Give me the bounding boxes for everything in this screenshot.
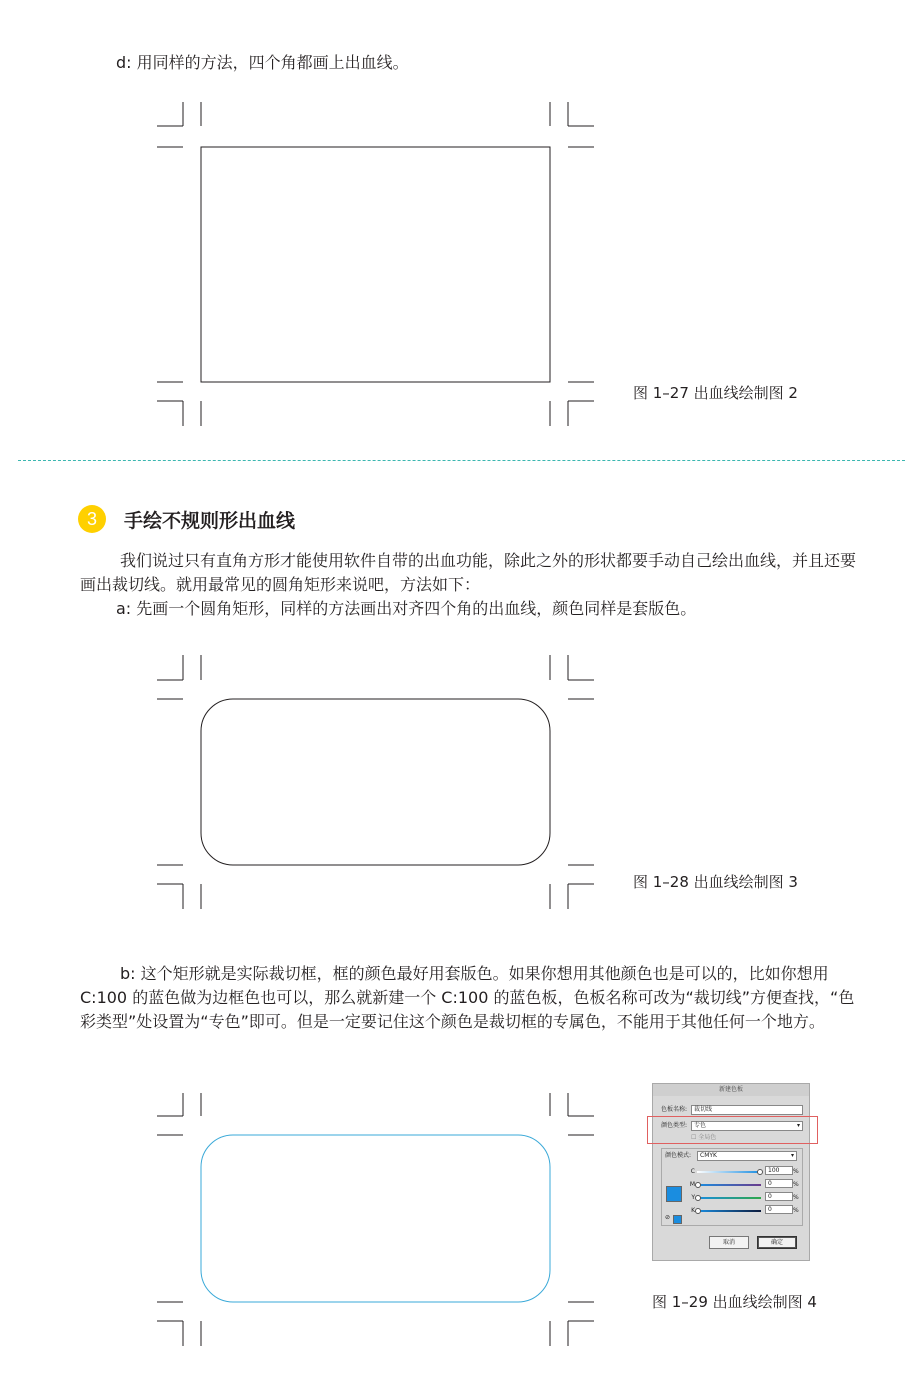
global-checkbox[interactable]: ☐ 全局色 [691, 1134, 717, 1141]
channel-y-knob[interactable] [695, 1195, 701, 1201]
percent-sign: % [793, 1194, 799, 1201]
figure-caption: 图 1–28 出血线绘制图 3 [633, 873, 798, 891]
cancel-button[interactable]: 取消 [709, 1236, 749, 1249]
figure-caption: 图 1–27 出血线绘制图 2 [633, 384, 798, 402]
channel-m-label: M [689, 1181, 695, 1188]
paragraph: b: 这个矩形就是实际裁切框，框的颜色最好用套版色。如果你想用其他颜色也是可以的，比如你想用 C:100 的蓝色做为边框色也可以，那么就新建一个 C:100 的蓝色板，色板名称可改为“裁切线”方便查找，“色彩类型”处设置为“专色”即可。但是一定要记住这个颜色是裁切框的专属色，不能用于其他任何一个地方。 [80, 964, 855, 1031]
channel-c-label: C [690, 1168, 695, 1175]
intro-line: d: 用同样的方法，四个角都画上出血线。 [116, 53, 409, 72]
percent-sign: % [793, 1168, 799, 1175]
channel-k-knob[interactable] [695, 1208, 701, 1214]
swatch-name-label: 色板名称: [661, 1106, 688, 1113]
channel-m-value[interactable]: 0 [765, 1179, 793, 1188]
ok-button[interactable]: 确定 [757, 1236, 797, 1249]
paragraph: 我们说过只有直角方形才能使用软件自带的出血功能，除此之外的形状都要手动自己绘出血线，并且还要画出裁切线。就用最常见的圆角矩形来说吧，方法如下： [80, 551, 857, 594]
gamut-warning-icon: ⊘ [665, 1214, 671, 1221]
color-type-highlight [647, 1116, 818, 1144]
new-swatch-dialog [652, 1083, 810, 1261]
dialog-title: 新建色板 [653, 1084, 809, 1096]
channel-k-value[interactable]: 0 [765, 1205, 793, 1214]
channel-y-slider[interactable] [697, 1197, 761, 1199]
color-type-label: 颜色类型: [661, 1122, 688, 1129]
section-number-badge: 3 [78, 505, 106, 533]
percent-sign: % [793, 1181, 799, 1188]
channel-m-slider[interactable] [697, 1184, 761, 1186]
channel-c-knob[interactable] [757, 1169, 763, 1175]
color-preview-swatch [666, 1186, 682, 1202]
figure-caption: 图 1–29 出血线绘制图 4 [652, 1293, 817, 1311]
section-title: 手绘不规则形出血线 [124, 510, 296, 532]
trim-rectangle [201, 147, 550, 382]
channel-k-label: K [691, 1207, 695, 1214]
swatch-name-input[interactable]: 裁切线 [691, 1105, 803, 1115]
color-mode-select[interactable]: CMYK ▾ [697, 1151, 797, 1161]
color-mode-label: 颜色模式: [665, 1152, 692, 1159]
channel-k-slider[interactable] [697, 1210, 761, 1212]
color-type-select[interactable]: 专色 ▾ [691, 1121, 803, 1131]
blue-crop-rectangle [201, 1135, 550, 1302]
channel-c-slider[interactable] [697, 1171, 761, 1173]
percent-sign: % [793, 1207, 799, 1214]
rounded-trim-rectangle [201, 699, 550, 865]
channel-m-knob[interactable] [695, 1182, 701, 1188]
global-label: 全局色 [698, 1134, 717, 1141]
section-divider [18, 460, 905, 461]
channel-y-label: Y [691, 1194, 695, 1201]
step-a: a: 先画一个圆角矩形，同样的方法画出对齐四个角的出血线，颜色同样是套版色。 [116, 599, 697, 618]
gamut-swatch [673, 1215, 682, 1224]
channel-c-value[interactable]: 100 [765, 1166, 793, 1175]
channel-y-value[interactable]: 0 [765, 1192, 793, 1201]
